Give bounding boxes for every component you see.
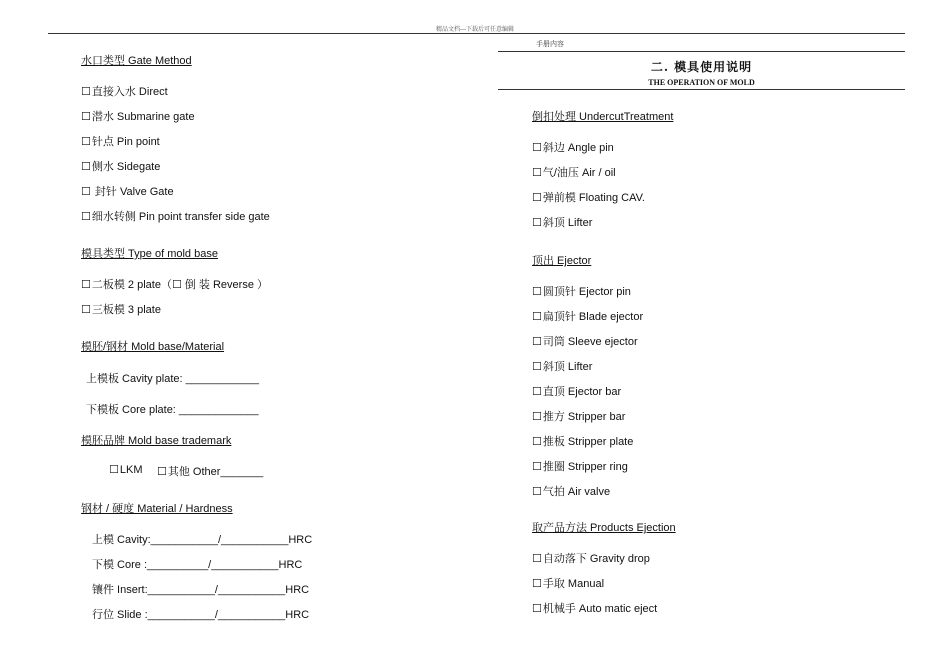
checkbox-icon: ☐ (532, 602, 542, 615)
manual-content-label: 手册内容 (536, 41, 564, 48)
base-type-option-2-plate[interactable]: ☐二板模 2 plate（☐ 倒 装 Reverse ） (81, 278, 269, 291)
gate-option-valve-gate[interactable]: ☐ 封针 Valve Gate (81, 185, 174, 198)
checkbox-icon: ☐ (532, 191, 542, 204)
ejector-option-stripper-ring[interactable]: ☐推圈 Stripper ring (532, 460, 628, 473)
core-plate-field[interactable]: 下模板 Core plate: _____________ (86, 404, 259, 416)
gate-option-pin-point-transfer[interactable]: ☐细水转侧 Pin point transfer side gate (81, 210, 270, 223)
checkbox-icon: ☐ (109, 463, 119, 476)
section-title-en: THE OPERATION OF MOLD (648, 78, 755, 87)
checkbox-icon: ☐ (532, 141, 542, 154)
ejector-option-stripper-plate[interactable]: ☐推板 Stripper plate (532, 435, 634, 448)
checkbox-icon: ☐ (81, 85, 91, 98)
gate-option-side-gate[interactable]: ☐侧水 Sidegate (81, 160, 161, 173)
checkbox-icon: ☐ (532, 216, 542, 229)
checkbox-icon: ☐ (532, 385, 542, 398)
checkbox-icon: ☐ (532, 577, 542, 590)
ejector-option-lifter[interactable]: ☐斜顶 Lifter (532, 360, 593, 373)
hardness-slide-field[interactable]: 行位 Slide :___________/___________HRC (92, 609, 310, 621)
section-rule-top (498, 51, 905, 52)
mold-base-trademark-heading: 模胚品牌 Mold base trademark (81, 435, 232, 447)
header-rule (48, 33, 905, 34)
trademark-option-other[interactable]: ☐其他 Other_______ (157, 465, 264, 478)
ejector-option-air-valve[interactable]: ☐气拍 Air valve (532, 485, 611, 498)
checkbox-icon: ☐ (81, 185, 91, 198)
checkbox-icon: ☐ (81, 110, 91, 123)
checkbox-icon: ☐ (532, 410, 542, 423)
checkbox-icon: ☐ (532, 552, 542, 565)
checkbox-icon: ☐ (81, 135, 91, 148)
ejector-option-pin[interactable]: ☐圆顶针 Ejector pin (532, 285, 631, 298)
checkbox-icon: ☐ (532, 285, 542, 298)
undercut-option-lifter[interactable]: ☐斜顶 Lifter (532, 216, 593, 229)
checkbox-icon: ☐ (532, 435, 542, 448)
checkbox-icon: ☐ (532, 166, 542, 179)
gate-option-pin-point[interactable]: ☐针点 Pin point (81, 135, 160, 148)
hardness-core-field[interactable]: 下模 Core :__________/___________HRC (92, 559, 303, 571)
mold-base-type-heading: 模具类型 Type of mold base (81, 248, 218, 260)
ejector-option-stripper-bar[interactable]: ☐推方 Stripper bar (532, 410, 626, 423)
checkbox-icon: ☐ (532, 335, 542, 348)
hardness-cavity-field[interactable]: 上模 Cavity:___________/___________HRC (92, 534, 313, 546)
checkbox-icon: ☐ (81, 210, 91, 223)
gate-option-direct[interactable]: ☐直接入水 Direct (81, 85, 168, 98)
ejector-option-sleeve[interactable]: ☐司筒 Sleeve ejector (532, 335, 638, 348)
ejector-option-blade[interactable]: ☐扁顶针 Blade ejector (532, 310, 644, 323)
undercut-option-floating-cav[interactable]: ☐弹前模 Floating CAV. (532, 191, 645, 204)
section-title-zh: 二. 模具使用说明 (650, 60, 753, 74)
checkbox-icon: ☐ (81, 160, 91, 173)
products-option-gravity-drop[interactable]: ☐自动落下 Gravity drop (532, 552, 650, 565)
cavity-plate-field[interactable]: 上模板 Cavity plate: ____________ (86, 373, 260, 385)
undercut-option-angle-pin[interactable]: ☐斜边 Angle pin (532, 141, 614, 154)
base-type-option-3-plate[interactable]: ☐三板模 3 plate (81, 303, 161, 316)
checkbox-icon: ☐ (81, 303, 91, 316)
products-ejection-heading: 取产品方法 Products Ejection (532, 522, 676, 534)
ejector-option-bar[interactable]: ☐直顶 Ejector bar (532, 385, 622, 398)
page-top-note: 精品文档---下载后可任意编辑 (436, 27, 514, 33)
products-option-manual[interactable]: ☐手取 Manual (532, 577, 605, 590)
section-rule-bottom (498, 89, 905, 90)
hardness-insert-field[interactable]: 镶件 Insert:___________/___________HRC (92, 584, 310, 596)
checkbox-icon: ☐ (81, 278, 91, 291)
gate-method-heading: 水口类型 Gate Method (81, 55, 192, 67)
products-option-auto-eject[interactable]: ☐机械手 Auto matic eject (532, 602, 658, 615)
checkbox-icon: ☐ (532, 360, 542, 373)
checkbox-icon: ☐ (532, 460, 542, 473)
gate-option-submarine[interactable]: ☐潜水 Submarine gate (81, 110, 195, 123)
trademark-option-lkm[interactable]: ☐LKM (109, 463, 143, 476)
undercut-treatment-heading: 倒扣处理 UndercutTreatment (532, 111, 674, 123)
material-hardness-heading: 钢材 / 硬度 Material / Hardness (81, 503, 233, 515)
checkbox-icon: ☐ (532, 485, 542, 498)
undercut-option-air-oil[interactable]: ☐气/油压 Air / oil (532, 166, 616, 179)
checkbox-icon: ☐ (532, 310, 542, 323)
mold-base-material-heading: 模胚/钢材 Mold base/Material (81, 341, 225, 353)
checkbox-icon: ☐ (157, 465, 167, 478)
ejector-heading: 顶出 Ejector (532, 255, 592, 267)
